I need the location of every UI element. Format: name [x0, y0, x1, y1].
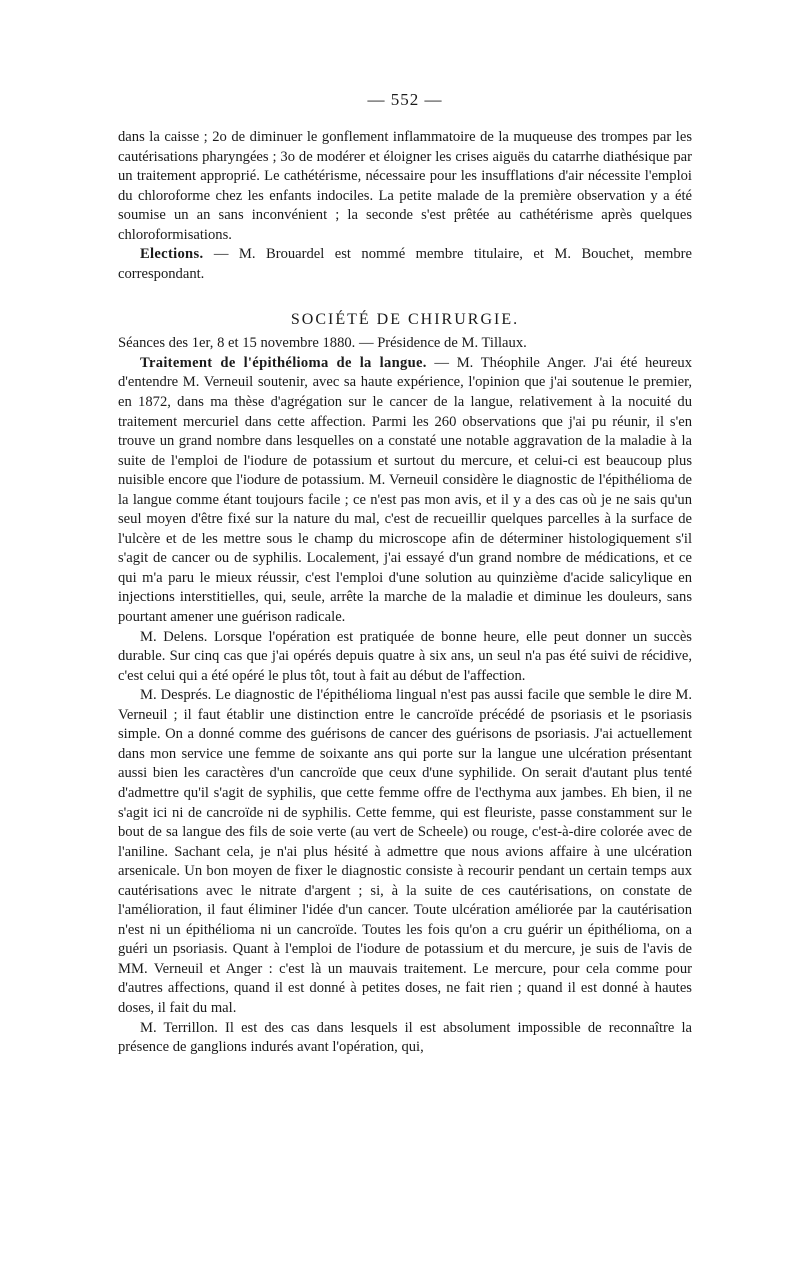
paragraph-delens: M. Delens. Lorsque l'opération est pratiquée de bonne heure, elle peut donner un succès durable. Sur cinq cas que j'ai opérés depuis quatre à six ans, un seul n'a pas été suivi de récidive, c'est celui qui a été opéré le plus tôt, tout à fait au début de l'affection.	[118, 628, 692, 684]
paragraph-elections	[118, 245, 692, 284]
paragraph-otitis-treatment: dans la caisse ; 2o de diminuer le gonflement inflammatoire de la muqueuse des trompes par les cautérisations pharyngées ; 3o de modérer et éloigner les crises aiguës du catarrhe diathésique par un traitement approprié. Le cathétérisme, nécessaire pour les insufflations d'air nécessite l'emploi du chloroforme chez les enfants indociles. La petite malade de la première observation y a été soumise un an sans inconvénient ; la seconde s'est prêtée au cathétérisme après quelques chloroformisations.	[118, 129, 692, 243]
page-number: — 552 —	[367, 90, 443, 109]
section-title: SOCIÉTÉ DE CHIRURGIE.	[290, 311, 520, 329]
anger-text: — M. Théophile Anger. J'ai été heureux d'entendre M. Verneuil soutenir, avec sa haute expérience, l'opinion que j'ai soutenue le premier, en 1872, dans ma thèse d'agrégation sur le cancer de la langue, relativement à la nocuité du traitement mercuriel dans cette affection. Parmi les 260 observations que j'ai pu réunir, il s'en trouve un grand nombre dans lesquelles on a constaté une notable aggravation de la maladie à la suite de l'emploi de l'iodure de potassium et surtout du mercure, et celui-ci est beaucoup plus nuisible encore que l'iodure de potassium. M. Verneuil considère le diagnostic de l'épithélioma de la langue comme étant toujours facile ; ce n'est pas mon avis, et il y a des cas où je ne sais qu'un seul moyen d'être fixé sur la nature du mal, c'est de recueillir quelques parcelles à la surface de l'ulcère et de les mettre sous le champ du microscope afin de déterminer histologiquement s'il s'agit de cancer ou de syphilis. Localement, j'ai essayé d'un grand nombre de médications, et ce qui m'a paru le mieux réussir, c'est l'emploi d'une solution au quinzième d'acide salicylique en injections interstitielles, qui, seule, arrête la marche de la maladie et diminue les douleurs, sans pourtant amener une guérison radicale.	[118, 354, 692, 626]
paragraph-terrillon: M. Terrillon. Il est des cas dans lesquels il est absolument impossible de reconnaître la présence de ganglions indurés avant l'opération, qui,	[118, 1019, 692, 1056]
paragraph-despres: M. Després. Le diagnostic de l'épithélioma lingual n'est pas aussi facile que semble le dire M. Verneuil ; il faut établir une distinction entre le cancroïde précédé de psoriasis et le psoriasis simple. On a donné comme des guérisons de cancer des guérisons de psoriasis. J'ai actuellement dans mon service une femme de soixante ans qui porte sur la langue une ulcération présentant aussi bien les caractères d'un cancroïde que ceux d'une syphilide. On serait d'autant plus tenté d'admettre qu'il s'agit de syphilis, que cette femme offre de l'ecthyma aux jambes. Eh bien, il ne s'agit ici ni de cancroïde ni de syphilis. Cette femme, qui est fleuriste, passe constamment sur le bout de sa langue des fils de soie verte (au vert de Scheele) ou rouge, c'est-à-dire colorée avec de l'aniline. Sachant cela, je n'ai plus hésité à admettre que nous avions affaire à une ulcération arsenicale. Un bon moyen de fixer le diagnostic consiste à recourir pendant un certain temps aux cautérisations avec le nitrate d'argent ; si, à la suite de ces cautérisations, on constate de l'amélioration, il faut éliminer l'idée d'un cancer. Toute ulcération améliorée par la cautérisation n'est ni un épithélioma ni un cancroïde. Toutes les fois qu'on a cru guérir un épithélioma, on a guéri un psoriasis. Quant à l'emploi de l'iodure de potassium et du mercure, je suis de l'avis de MM. Verneuil et Anger : c'est là un mauvais traitement. Le mercure, pour cela comme pour d'autres affections, quand il est donné à petites doses, ne fait rien ; quand il est donné à hautes doses, il fait du mal.	[118, 687, 692, 1016]
elections-text: — M. Brouardel est nommé membre titulaire, et M. Bouchet, membre correspondant.	[118, 246, 692, 282]
topic-heading: Traitement de l'épithélioma de la langue.	[140, 354, 427, 371]
body-text	[118, 128, 692, 1058]
session-line: Séances des 1er, 8 et 15 novembre 1880. — Présidence de M. Tillaux.	[118, 335, 527, 352]
paragraph-anger	[118, 354, 692, 628]
elections-heading: Elections.	[140, 246, 204, 263]
